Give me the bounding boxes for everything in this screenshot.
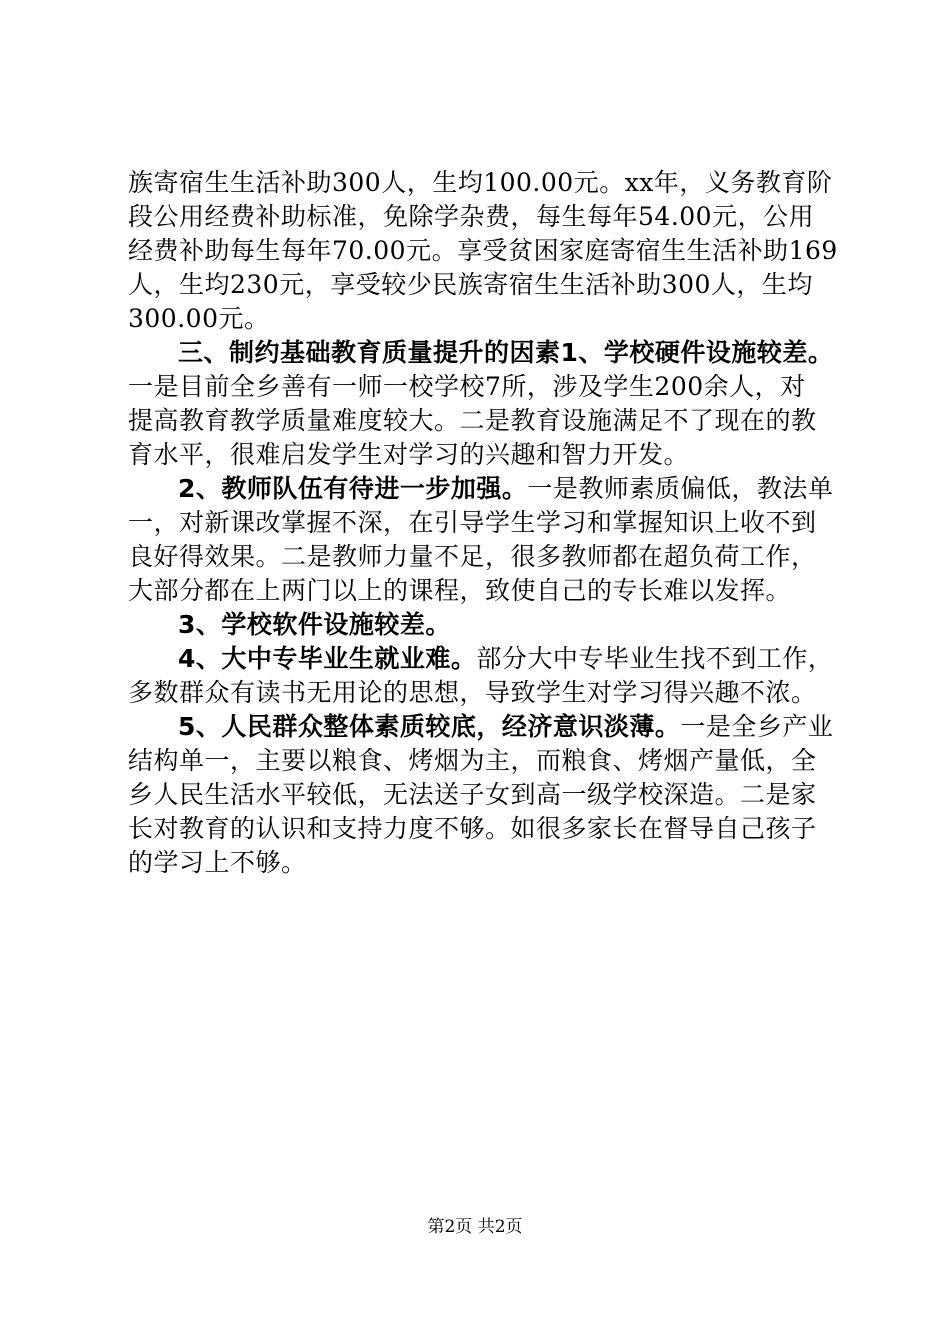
section-heading: 三、制约基础教育质量提升的因素1、学校硬件设施较差。	[178, 338, 834, 367]
text-line: 人，生均230元，享受较少民族寄宿生生活补助300人，生均	[128, 270, 813, 299]
text-line: 育水平，很难启发学生对学习的兴趣和智力开发。	[128, 440, 690, 469]
text-line: 良好得效果。二是教师力量不足，很多教师都在超负荷工作，	[128, 542, 817, 571]
text-line: 经费补助每生每年70.00元。享受贫困家庭寄宿生生活补助169	[128, 236, 838, 265]
text-line: 大部分都在上两门以上的课程，致使自己的专长难以发挥。	[128, 576, 792, 605]
text-line: 多数群众有读书无用论的思想，导致学生对学习得兴趣不浓。	[128, 678, 817, 707]
text-line: 的学习上不够。	[128, 848, 307, 877]
paragraph-first-line	[128, 710, 834, 744]
text-line: 一是目前全乡善有一师一校学校7所，涉及学生200余人，对	[128, 372, 806, 401]
item-heading: 3、学校软件设施较差。	[178, 610, 451, 639]
item-heading: 5、人民群众整体素质较底，经济意识淡薄。	[178, 712, 681, 741]
page-footer: 第2页 共2页	[427, 1217, 523, 1237]
text-run: 一是教师素质偏低，教法单	[527, 474, 834, 503]
item-heading: 2、教师队伍有待进一步加强。	[178, 474, 528, 503]
text-line: 300.00元。	[128, 304, 270, 333]
text-line: 长对教育的认识和支持力度不够。如很多家长在督导自己孩子	[128, 814, 817, 843]
text-line: 族寄宿生生活补助300人，生均100.00元。xx年，义务教育阶	[128, 168, 833, 197]
text-line: 提高教育教学质量难度较大。二是教育设施满足不了现在的教	[128, 406, 817, 435]
text-line: 结构单一，主要以粮食、烤烟为主，而粮食、烤烟产量低，全	[128, 746, 817, 775]
text-line: 一，对新课改掌握不深，在引导学生学习和掌握知识上收不到	[128, 508, 817, 537]
text-run: 一是全乡产业	[680, 712, 834, 741]
text-run: 部分大中专毕业生找不到工作，	[476, 644, 834, 673]
text-line: 乡人民生活水平较低，无法送子女到高一级学校深造。二是家	[128, 780, 817, 809]
paragraph-first-line	[128, 472, 834, 506]
item-heading: 4、大中专毕业生就业难。	[178, 644, 477, 673]
text-line: 段公用经费补助标准，免除学杂费，每生每年54.00元，公用	[128, 202, 815, 231]
paragraph-first-line	[128, 642, 834, 676]
document-body	[128, 166, 838, 880]
